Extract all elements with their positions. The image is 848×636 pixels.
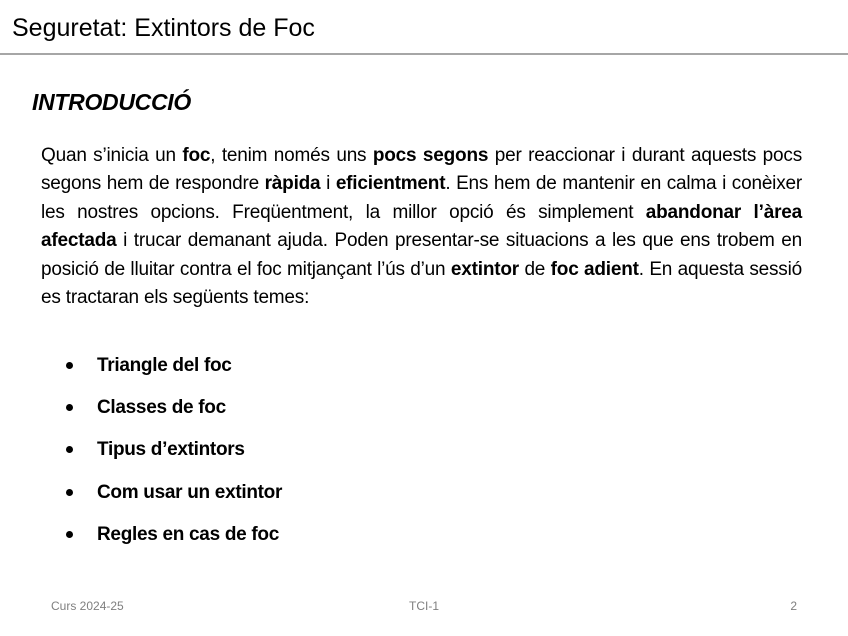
bullet-icon: [66, 489, 73, 496]
intro-emphasis: abandonar l’àrea afectada: [41, 201, 802, 252]
intro-text: . En aquesta sessió es tractaran els següents temes:: [41, 258, 802, 309]
intro-text: , tenim només uns: [210, 145, 373, 166]
topic-label: Classes de foc: [97, 397, 226, 418]
intro-text: Quan s’inicia un: [41, 145, 183, 166]
footer-subject: TCI-1: [409, 599, 439, 613]
intro-emphasis: extintor: [450, 258, 519, 280]
intro-text: de: [518, 258, 551, 280]
intro-emphasis: foc adient: [550, 258, 639, 280]
footer-course: Curs 2024-25: [51, 599, 124, 613]
intro-emphasis: foc: [182, 145, 211, 166]
intro-emphasis: ràpida: [264, 173, 321, 195]
topic-label: Tipus d’extintors: [97, 439, 245, 460]
intro-text: i: [320, 173, 336, 195]
intro-text: i trucar demanant ajuda. Poden presentar-se situacions a les que ens trobem en posició de lluitar contra el foc mitjançant l’ús d’un: [41, 230, 802, 280]
slide-title: Seguretat: Extintors de Foc: [12, 14, 315, 42]
bullet-icon: [66, 362, 73, 369]
bullet-icon: [66, 446, 73, 453]
section-heading: INTRODUCCIÓ: [32, 89, 191, 115]
topic-label: Triangle del foc: [97, 355, 232, 376]
topic-label: Com usar un extintor: [97, 482, 283, 503]
intro-text: per reaccionar i durant aquests pocs segons hem de respondre: [41, 145, 802, 195]
intro-emphasis: eficientment: [335, 173, 446, 195]
page-number: 2: [790, 599, 797, 613]
intro-emphasis: pocs segons: [372, 145, 489, 166]
slide-header: [0, 0, 848, 55]
intro-paragraph: [41, 142, 802, 312]
intro-text: . Ens hem de mantenir en calma i conèixer les nostres opcions. Freqüentment, la millor opció és simplement: [41, 173, 802, 223]
bullet-icon: [66, 404, 73, 411]
topic-label: Regles en cas de foc: [97, 524, 279, 545]
bullet-icon: [66, 531, 73, 538]
